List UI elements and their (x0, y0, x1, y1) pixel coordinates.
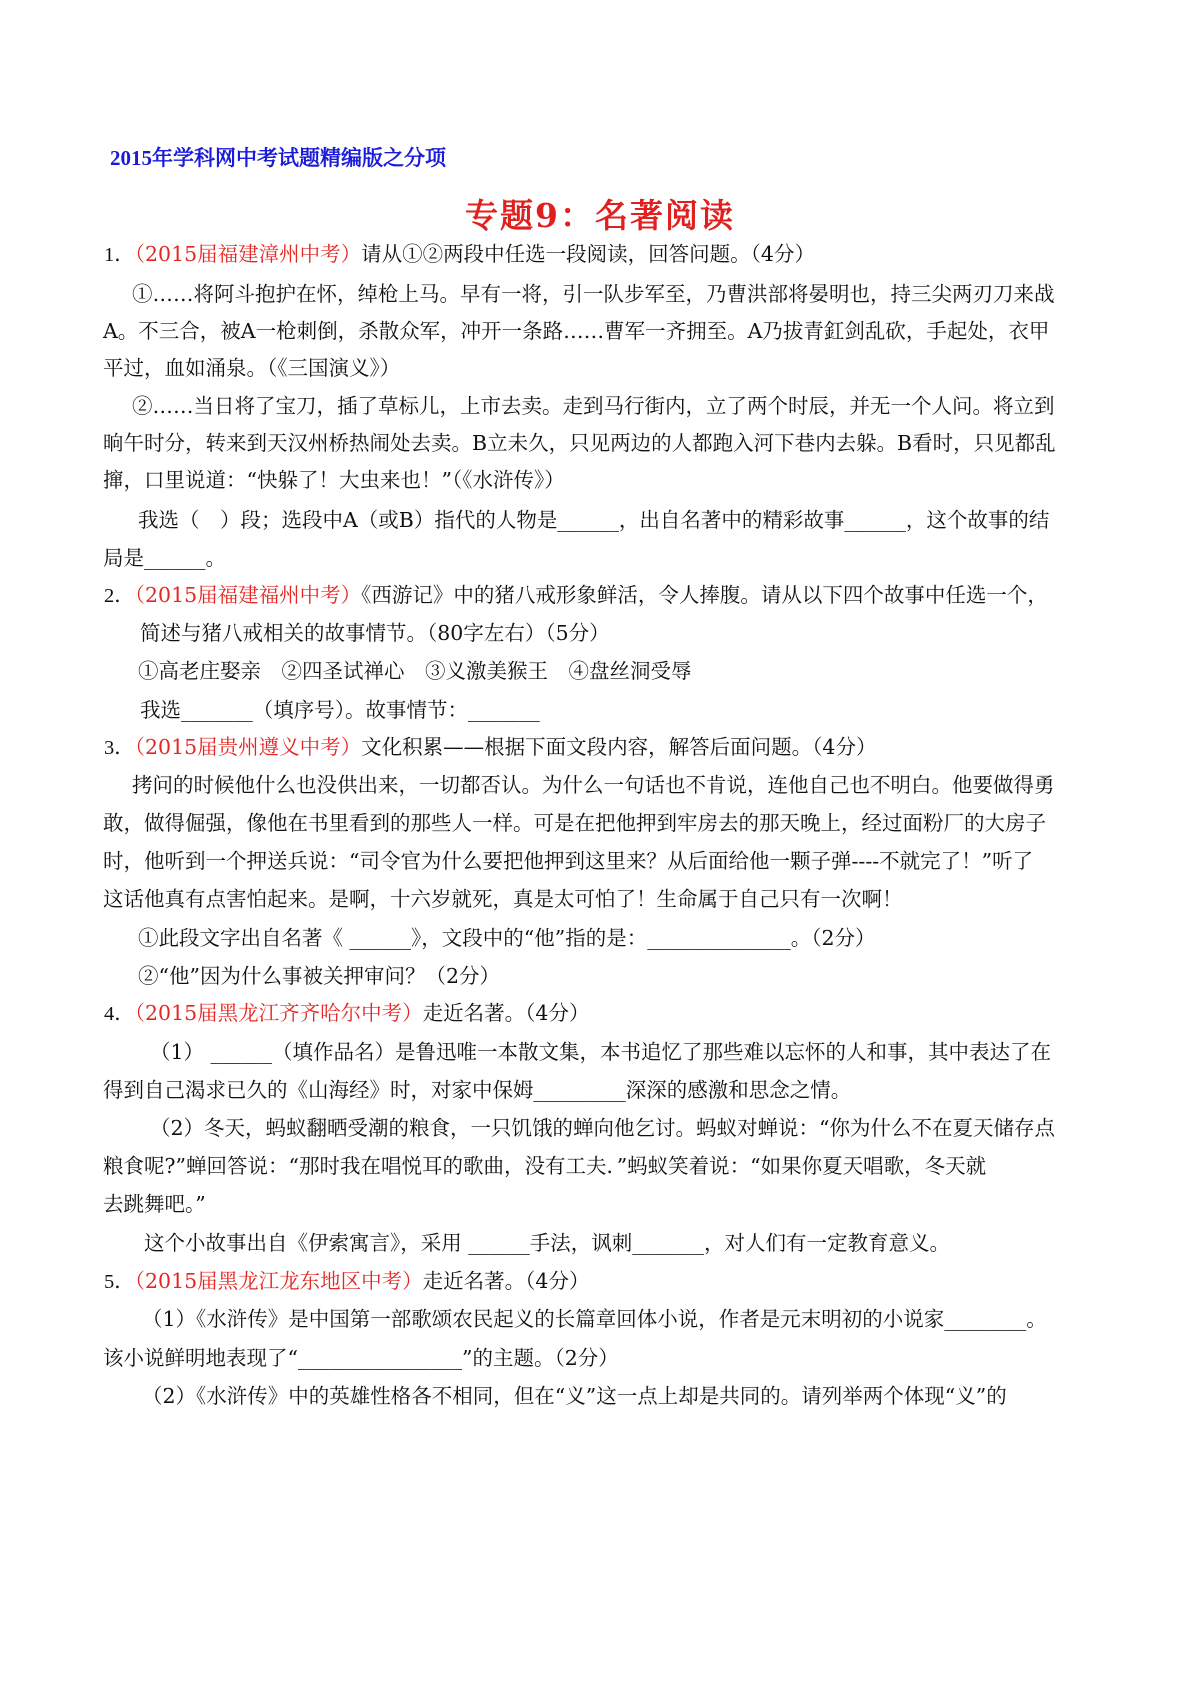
page-header: 2015年学科网中考试题精编版之分项 (110, 146, 446, 170)
answer-line: 局是______。 (103, 546, 226, 570)
paragraph-line: （1）《水浒传》是中国第一部歌颂农民起义的长篇章回体小说，作者是元末明初的小说家________。 (142, 1307, 1047, 1331)
question-number: 5． (104, 1271, 135, 1293)
paragraph-line: 敢，做得倔强，像他在书里看到的那些人一样。可是在把他押到牢房去的那天晚上，经过面粉厂的大房子 (103, 811, 1046, 835)
question-4-heading (104, 998, 589, 1029)
options-line: ①高老庄娶亲 ②四圣试禅心 ③义激美猴王 ④盘丝洞受辱 (138, 659, 692, 683)
paragraph-line: 这话他真有点害怕起来。是啊，十六岁就死，真是太可怕了！生命属于自己只有一次啊！ (103, 887, 903, 911)
question-number: 3． (104, 737, 135, 759)
answer-line: ①此段文字出自名著《 ______》，文段中的“他”指的是：______________。（2分） (138, 926, 876, 950)
question-source: （2015届黑龙江龙东地区中考） (134, 1269, 423, 1293)
paragraph-line: 粮食呢?”蝉回答说：“那时我在唱悦耳的歌曲，没有工夫．”蚂蚁笑着说：“如果你夏天唱歌，冬天就 (103, 1154, 987, 1178)
question-source: （2015届贵州遵义中考） (134, 735, 362, 759)
answer-line: 这个小故事出自《伊索寓言》，采用 ______手法，讽刺_______，对人们有一定教育意义。 (144, 1231, 951, 1255)
answer-line: ②“他”因为什么事被关押审问？（2分） (138, 964, 501, 988)
question-3-heading (104, 732, 876, 763)
paragraph-line: 平过，血如涌泉。（《三国演义》） (103, 356, 401, 380)
paragraph-line: （2）《水浒传》中的英雄性格各不相同，但在“义”这一点上却是共同的。请列举两个体现“义”的 (142, 1384, 1007, 1408)
question-number: 2． (104, 585, 135, 607)
question-prompt: 文化积累——根据下面文段内容，解答后面问题。（4分） (361, 735, 877, 759)
paragraph-line: 该小说鲜明地表现了“________________”的主题。（2分） (103, 1346, 619, 1370)
paragraph-line: 拷问的时候他什么也没供出来，一切都否认。为什么一句话也不肯说，连他自己也不明白。他要做得勇 (132, 773, 1055, 797)
paragraph-line: ①……将阿斗抱护在怀，绰枪上马。早有一将，引一队步军至，乃曹洪部将晏明也，持三尖两刃刀来战 (132, 282, 1055, 306)
answer-line: 我选（ ）段；选段中A（或B）指代的人物是______，出自名著中的精彩故事______，这个故事的结 (138, 508, 1050, 532)
question-number: 4． (104, 1003, 135, 1025)
paragraph-line: （2）冬天，蚂蚁翻晒受潮的粮食，一只饥饿的蝉向他乞讨。蚂蚁对蝉说：“你为什么不在夏天储存点 (150, 1116, 1056, 1140)
paragraph-line: 撺，口里说道：“快躲了！大虫来也！”（《水浒传》） (103, 468, 565, 492)
question-source: （2015届福建福州中考） (134, 583, 362, 607)
question-number: 1． (104, 244, 135, 266)
paragraph-line: ②……当日将了宝刀，插了草标儿，上市去卖。走到马行街内，立了两个时辰，并无一个人问。将立到 (132, 394, 1055, 418)
answer-line: 我选_______（填序号）。故事情节：_______ (140, 698, 540, 722)
paragraph-line: A。不三合，被A一枪刺倒，杀散众军，冲开一条路……曹军一齐拥至。A乃拔青釭剑乱砍，手起处，衣甲 (103, 319, 1050, 343)
paragraph-line: （1） ______（填作品名）是鲁迅唯一本散文集，本书追忆了那些难以忘怀的人和事，其中表达了在 (150, 1040, 1052, 1064)
paragraph-line: 简述与猪八戒相关的故事情节。（80字左右）（5分） (140, 621, 610, 645)
question-prompt: 请从①②两段中任选一段阅读，回答问题。（4分） (361, 242, 815, 266)
question-prompt: 走近名著。（4分） (422, 1001, 590, 1025)
paragraph-line: 时，他听到一个押送兵说：“司令官为什么要把他押到这里来？从后面给他一颗子弹----不就完了！”听了 (103, 849, 1034, 873)
question-prompt: 《西游记》中的猪八戒形象鲜活，令人捧腹。请从以下四个故事中任选一个， (361, 583, 1048, 607)
question-source: （2015届黑龙江齐齐哈尔中考） (134, 1001, 423, 1025)
page-title: 专题9：名著阅读 (465, 196, 735, 235)
question-source: （2015届福建漳州中考） (134, 242, 362, 266)
question-2-heading (104, 580, 1048, 611)
question-5-heading (104, 1266, 589, 1297)
question-1-heading (104, 239, 815, 270)
paragraph-line: 晌午时分，转来到天汉州桥热闹处去卖。B立未久，只见两边的人都跑入河下巷内去躲。B看时，只见都乱 (103, 431, 1056, 455)
question-prompt: 走近名著。（4分） (422, 1269, 590, 1293)
paragraph-line: 得到自己渴求已久的《山海经》时，对家中保姆_________深深的感激和思念之情。 (103, 1078, 852, 1102)
paragraph-line: 去跳舞吧。” (103, 1192, 206, 1216)
